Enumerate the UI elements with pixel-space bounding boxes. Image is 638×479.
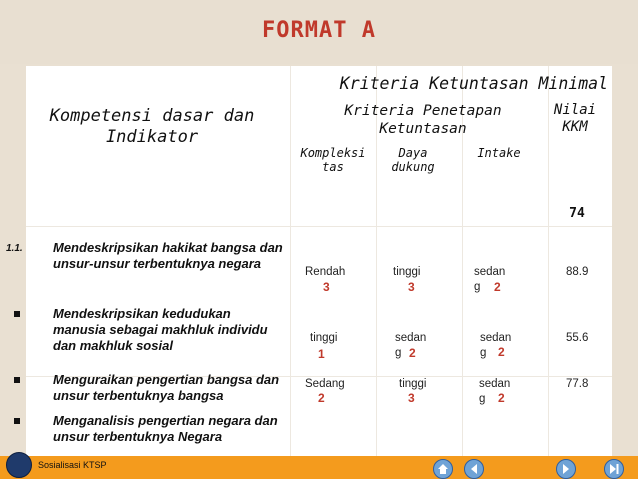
kd-heading-line: Kompetensi dasar dan: [49, 106, 255, 126]
indicator-line: Mendeskripsikan kedudukan: [53, 306, 231, 321]
indicator-line: manusia sebagai makhluk individu: [53, 322, 268, 337]
next-slide-icon[interactable]: [556, 459, 576, 479]
cell-line: g: [474, 281, 481, 293]
indicator-2: [53, 306, 289, 354]
cell-nilai: 77.8: [566, 378, 589, 390]
cell-kompleksitas: Sedang: [305, 378, 345, 390]
score-daya-dukung: 3: [408, 391, 415, 405]
nilai-heading-line: Nilai: [553, 102, 597, 118]
indicator-line: Menganalisis pengertian negara dan: [53, 413, 278, 428]
indicator-4: [53, 413, 289, 445]
cell-line: sedan: [480, 332, 512, 344]
score-daya-dukung: 2: [409, 346, 416, 360]
previous-slide-icon[interactable]: [464, 459, 484, 479]
daya-dukung-heading: [378, 146, 448, 174]
indicator-line: Mendeskripsikan hakikat bangsa dan: [53, 240, 283, 255]
score-kompleksitas: 1: [318, 347, 325, 361]
cell-daya-dukung: tinggi: [399, 378, 427, 390]
score-intake: 2: [498, 345, 505, 359]
sub-heading-line: Kompleksi: [300, 146, 366, 160]
indicator-line: unsur-unsur terbentuknya negara: [53, 256, 262, 271]
indicator-line: dan makhluk sosial: [53, 338, 173, 353]
sub-heading-line: Daya: [398, 146, 428, 160]
indicator-line: unsur terbentuknya bangsa: [53, 388, 224, 403]
cell-line: g: [480, 347, 487, 359]
kp-heading-line: Ketuntasan: [379, 121, 467, 137]
kd-heading-line: Indikator: [105, 127, 199, 147]
cell-line: g: [479, 393, 486, 405]
sub-heading-line: tas: [322, 160, 344, 174]
ministry-logo-icon: [6, 452, 32, 478]
grid-line: [26, 226, 612, 227]
bullet: [14, 377, 20, 383]
indicator-3: [53, 372, 289, 404]
cell-nilai: 88.9: [566, 266, 589, 278]
cell-line: sedan: [395, 332, 427, 344]
score-kompleksitas: 2: [318, 391, 325, 405]
cell-line: sedan: [474, 266, 506, 278]
indicator-line: Menguraikan pengertian bangsa dan: [53, 372, 280, 387]
kp-heading-line: Kriteria Penetapan: [344, 103, 502, 119]
nilai-kkm-heading: [546, 102, 604, 136]
cell-nilai: 55.6: [566, 332, 589, 344]
indicator-1: [53, 240, 289, 272]
indicator-line: unsur terbentuknya Negara: [53, 429, 223, 444]
end-slide-icon[interactable]: [604, 459, 624, 479]
cell-intake: [480, 331, 511, 361]
kd-heading: [26, 106, 278, 148]
cell-line: sedan: [479, 378, 511, 390]
grid-line: [290, 66, 291, 456]
footer-label: Sosialisasi KTSP: [38, 460, 107, 470]
bullet: [14, 311, 20, 317]
cell-daya-dukung: tinggi: [393, 266, 421, 278]
sub-heading-line: dukung: [391, 160, 435, 174]
intake-heading: Intake: [477, 146, 521, 160]
score-intake: 2: [498, 391, 505, 405]
score-intake: 2: [494, 280, 501, 294]
cell-kompleksitas: Rendah: [305, 266, 346, 278]
kkm-value: 74: [569, 206, 585, 221]
score-kompleksitas: 3: [323, 280, 330, 294]
bullet: [14, 418, 20, 424]
kp-heading: [318, 102, 528, 138]
cell-intake: [479, 377, 510, 407]
home-nav-icon[interactable]: [433, 459, 453, 479]
kkm-heading: Kriteria Ketuntasan Minimal: [339, 74, 608, 93]
nilai-heading-line: KKM: [562, 119, 588, 135]
score-daya-dukung: 3: [408, 280, 415, 294]
indicator-number: 1.1.: [6, 243, 23, 254]
kompleksitas-heading: [294, 146, 372, 174]
cell-line: g: [395, 347, 402, 359]
slide-title: FORMAT A: [262, 18, 376, 43]
cell-kompleksitas: tinggi: [310, 332, 338, 344]
